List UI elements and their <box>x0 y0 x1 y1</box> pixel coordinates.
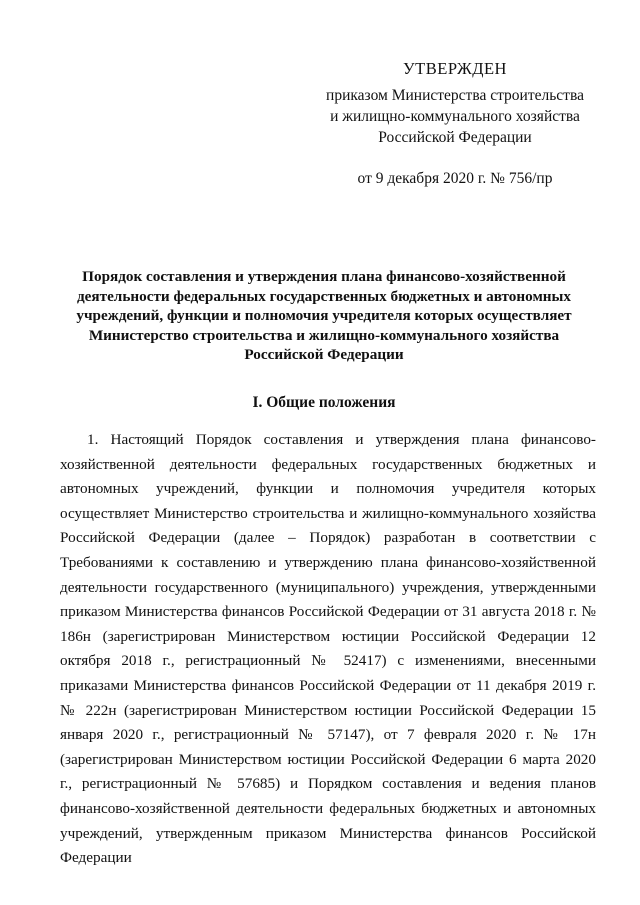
paragraph-1: 1. Настоящий Порядок составления и утверждения плана финансово-хозяйственной деятельности федеральных государственных бюджетных и автономных учреждений, функции и полномочия учредителя которых осуществляет Министерство строительства и жилищно-коммунального хозяйства Российской Федерации (далее – Порядок) разработан в соответствии с Требованиями к составлению и утверждению плана финансово-хозяйственной деятельности государственного (муниципального) учреждения, утвержденными приказом Министерства финансов Российской Федерации от 31 августа 2018 г. № 186н (зарегистрирован Министерством юстиции Российской Федерации 12 октября 2018 г., регистрационный № 52417) с изменениями, внесенными приказами Министерства финансов Российской Федерации от 11 декабря 2019 г. № 222н (зарегистрирован Министерством юстиции Российской Федерации 15 января 2020 г., регистрационный № 57147), от 7 февраля 2020 г. № 17н (зарегистрирован Министерством юстиции Российской Федерации 6 марта 2020 г., регистрационный № 57685) и Порядком составления и ведения планов финансово-хозяйственной деятельности федеральных бюджетных и автономных учреждений, утвержденным приказом Министерства финансов Российской Федерации <box>60 431 596 867</box>
approval-line: и жилищно-коммунального хозяйства <box>330 108 580 125</box>
title-line: Министерство строительства и жилищно-коммунального хозяйства <box>88 326 560 344</box>
body-text <box>60 428 596 871</box>
title-line: Порядок составления и утверждения плана финансово-хозяйственной <box>82 268 566 285</box>
approval-line: Российской Федерации <box>378 129 532 146</box>
document-title <box>60 267 588 365</box>
approval-block <box>300 58 610 189</box>
title-line: учреждений, функции и полномочия учредителя которых осуществляет <box>76 307 572 324</box>
section-heading: I. Общие положения <box>252 394 396 411</box>
approval-line: приказом Министерства строительства <box>326 87 584 104</box>
approved-stamp-text: УТВЕРЖДЕН <box>403 59 507 78</box>
approval-date: от 9 декабря 2020 г. № 756/пр <box>357 170 553 187</box>
title-line: Российской Федерации <box>244 346 404 363</box>
title-line: деятельности федеральных государственных бюджетных и автономных <box>76 287 572 305</box>
